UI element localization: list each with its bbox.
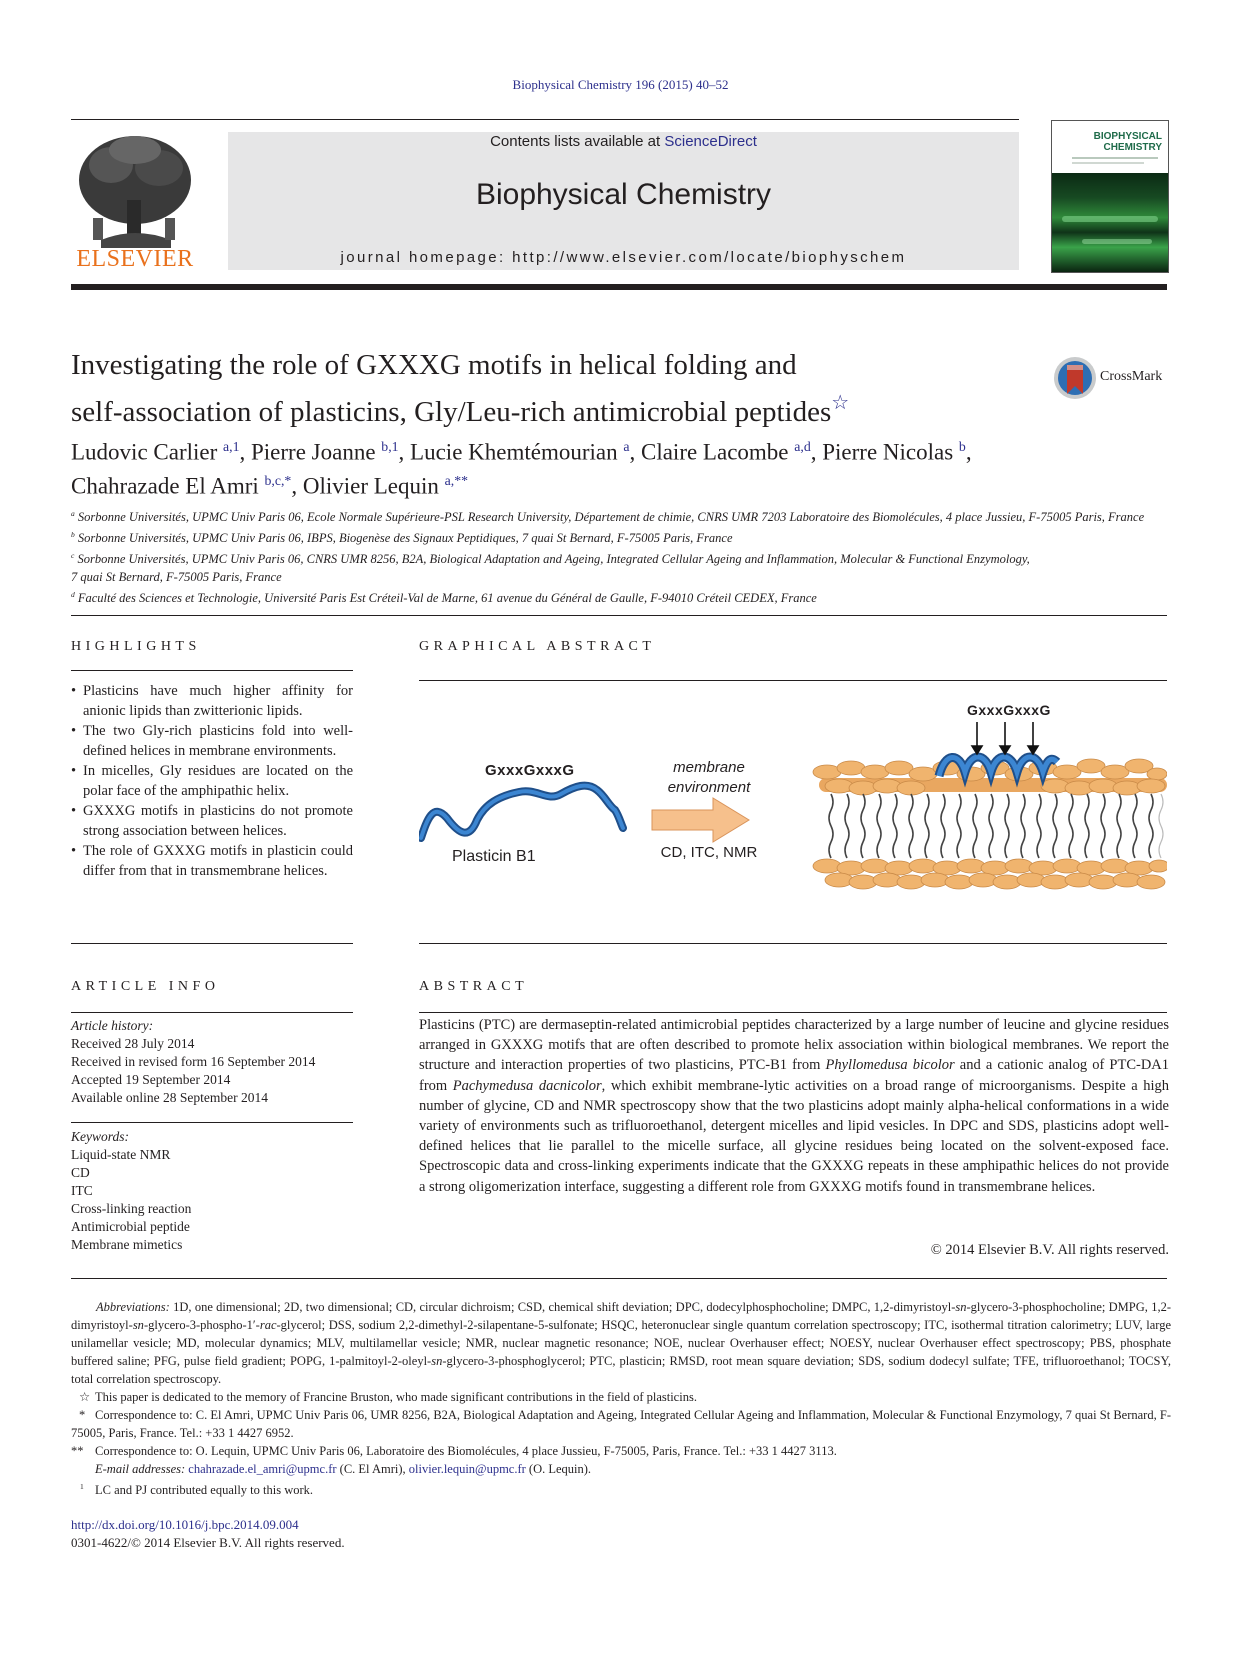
graphical-abstract-heading: GRAPHICAL ABSTRACT	[419, 639, 656, 654]
correspondence-note-2: ** Correspondence to: O. Lequin, UPMC Univ Paris 06, Laboratoire des Biomolécules, 4 place Jussieu, F-75005, Paris, France. Tel.: +33 1 4427 3113.	[71, 1444, 837, 1458]
dedication-note: ☆ This paper is dedicated to the memory of Francine Bruston, who made significant contributions in the field of plasticins.	[79, 1390, 697, 1404]
affiliation-item: $^a$ Sorbonne Universités, UPMC Univ Paris 06, Ecole Normale Supérieure-PSL Research University, Département de chimie, CNRS UMR 7203 Laboratoire des Biomolécules, 4 place Jussieu, F-75005 Paris, France	[71, 509, 1145, 525]
article-info-heading: ARTICLE INFO	[71, 979, 220, 994]
sciencedirect-link[interactable]: ScienceDirect	[664, 133, 757, 150]
history-label: Article history:	[71, 1018, 154, 1033]
highlight-item: • GXXXG motifs in plasticins do not promote strong association between helices.	[71, 801, 353, 841]
journal-title: Biophysical Chemistry	[475, 178, 772, 211]
crossmark-icon	[1053, 356, 1097, 400]
keyword-item: Membrane mimetics	[71, 1237, 183, 1252]
graphical-abstract-art	[419, 690, 1167, 940]
author-name[interactable]: Pierre Nicolas	[822, 439, 954, 465]
affiliation-list	[71, 505, 1171, 608]
keyword-item: Antimicrobial peptide	[71, 1219, 190, 1234]
footnotes	[71, 1298, 1171, 1499]
email-link[interactable]: chahrazade.el_amri@upmc.fr	[188, 1462, 337, 1476]
section-rule	[71, 615, 1167, 616]
highlights-rule	[71, 670, 353, 671]
history-item: Accepted 19 September 2014	[71, 1072, 231, 1087]
species-name: Phyllomedusa bicolor	[825, 1057, 955, 1074]
highlight-item: • In micelles, Gly residues are located on the polar face of the amphipathic helix.	[71, 761, 353, 801]
correspondence-note-1: * Correspondence to: C. El Amri, UPMC Univ Paris 06, UMR 8256, B2A, Biological Adaptation and Ageing, Integrated Cellular Ageing and Inflammation, Molecular & Functional Enzymology, 7 quai St Bernard, F-75005, Paris, France. Tel.: +33 1 4427 6952.	[71, 1408, 1171, 1440]
abstract-rule	[419, 1012, 1167, 1013]
keywords-list	[71, 1128, 353, 1254]
journal-reference[interactable]: Biophysical Chemistry 196 (2015) 40–52	[512, 77, 729, 92]
keyword-item: CD	[71, 1165, 90, 1180]
graphical-abstract-bottom-rule	[419, 943, 1167, 944]
contents-line: Contents lists available at ScienceDirect	[490, 133, 757, 150]
history-item: Received in revised form 16 September 2014	[71, 1054, 316, 1069]
article-history	[71, 1017, 353, 1107]
highlight-item: • The two Gly-rich plasticins fold into well-defined helices in membrane environments.	[71, 721, 353, 761]
crossmark-badge[interactable]	[1053, 356, 1173, 400]
title-line-2: self-association of plasticins, Gly/Leu-rich antimicrobial peptides	[71, 396, 832, 428]
author-name[interactable]: Olivier Lequin	[302, 473, 439, 499]
membrane-motif-label: GxxxGxxxG	[967, 702, 1051, 718]
keyword-item: Cross-linking reaction	[71, 1201, 192, 1216]
affiliation-item: $^d$ Faculté des Sciences et Technologie, Université Paris Est Créteil-Val de Marne, 61 avenue du Général de Gaulle, F-94010 Créteil CEDEX, France	[71, 590, 817, 606]
keywords-label: Keywords:	[71, 1129, 129, 1144]
author-name[interactable]: Ludovic Carlier	[71, 439, 218, 465]
header-rule	[71, 119, 1019, 120]
author-affil-mark[interactable]: b	[958, 439, 966, 454]
highlights-bottom-rule	[71, 943, 353, 944]
publisher-name: ELSEVIER	[76, 246, 194, 272]
homepage-link[interactable]: http://www.elsevier.com/locate/biophyschem	[512, 249, 907, 266]
author-affil-mark[interactable]: a	[623, 439, 630, 454]
equal-contribution-note: $^1$ LC and PJ contributed equally to this work.	[80, 1482, 314, 1498]
history-item: Available online 28 September 2014	[71, 1090, 268, 1105]
article-title	[71, 346, 971, 431]
author-name[interactable]: Lucie Khemtémourian	[410, 439, 618, 465]
elsevier-logo[interactable]	[71, 130, 199, 275]
author-affil-mark[interactable]: a,1	[223, 439, 240, 454]
issn-line: 0301-4622/© 2014 Elsevier B.V. All rights reserved.	[71, 1535, 345, 1550]
crossmark-label: CrossMark	[1100, 369, 1163, 384]
title-line-1: Investigating the role of GXXXG motifs in helical folding and	[71, 349, 797, 381]
journal-cover[interactable]	[1051, 120, 1169, 273]
author-name[interactable]: Chahrazade El Amri	[71, 473, 259, 499]
keyword-item: ITC	[71, 1183, 93, 1198]
affiliation-item: $^b$ Sorbonne Universités, UPMC Univ Paris 06, IBPS, Biogenèse des Signaux Peptidiques, 7 quai St Bernard, F-75005 Paris, France	[71, 530, 733, 546]
arrow-label: membrane environment	[667, 759, 751, 796]
cover-title-line2: CHEMISTRY	[1103, 142, 1162, 153]
highlights-heading: HIGHLIGHTS	[71, 639, 201, 654]
author-affil-mark[interactable]: b,c,*	[264, 472, 292, 488]
graphical-abstract-rule	[419, 680, 1167, 681]
graphical-abstract-figure	[419, 690, 1167, 940]
methods-label: CD, ITC, NMR	[660, 844, 758, 861]
peptide-motif-label: GxxxGxxxG	[485, 762, 575, 779]
keywords-rule	[71, 1122, 353, 1123]
doi-link[interactable]: http://dx.doi.org/10.1016/j.bpc.2014.09.004	[71, 1517, 299, 1532]
article-info-rule	[71, 1012, 353, 1013]
author-affil-mark[interactable]: a,**	[444, 472, 469, 488]
abbreviations-note: Abbreviations: 1D, one dimensional; 2D, two dimensional; CD, circular dichroism; CSD, chemical shift deviation; DPC, dodecylphosphocholine; DMPC, 1,2-dimyristoyl-sn-glycero-3-phosphocholine; DMPG, 1,2-dimyristoyl-sn-glycero-3-phospho-1′-rac-glycerol; DSS, sodium 2,2-dimethyl-2-silapentane-5-sulfonate; HSQC, heteronuclear single quantum correlation spectroscopy; ITC, isothermal titration calorimetry; LUV, large unilamellar vesicle; MD, molecular dynamics; MLV, multilamellar vesicle; NMR, nuclear magnetic resonance; NOE, nuclear Overhauser effect; NOESY, nuclear Overhauser effect spectroscopy; PBS, phosphate buffered saline; PFG, pulse field gradient; POPG, 1-palmitoyl-2-oleyl-sn-glycero-3-phosphoglycerol; PTC, plasticin; RMSD, root mean square deviation; SDS, sodium dodecyl sulfate; TFE, trifluoroethanol; TOCSY, total correlation spectroscopy.	[71, 1300, 1171, 1386]
peptide-label: Plasticin B1	[452, 848, 536, 865]
author-name[interactable]: Pierre Joanne	[251, 439, 376, 465]
author-affil-mark[interactable]: b,1	[381, 439, 399, 454]
header-thick-rule	[71, 284, 1167, 290]
abstract-body: Plasticins (PTC) are dermaseptin-related antimicrobial peptides characterized by a large number of leucine and glycine residues arranged in GXXXG motifs that are often described to promote helix association within biological membranes. We report the structure and interaction properties of two plasticins, PTC-B1 from Phyllomedusa bicolor and a cationic analog of PTC-DA1 from Pachymedusa dacnicolor, which exhibit membrane-lytic activities on a broad range of microorganisms. Despite a high number of glycine, CD and NMR spectroscopy show that the two plasticins adopt mainly alpha-helical conformations in a wide variety of environments such as trifluoroethanol, detergent micelles and lipid vesicles. In DPC and SDS, plasticins adopt well-defined helices that lie parallel to the micelle surface, all glycine residues being located on the solvent-exposed face. Spectroscopic data and cross-linking experiments indicate that the GXXXG repeats in these amphipathic helices do not provide a strong oligomerization interface, suggesting a different role from GXXXG motifs found in transmembrane helices.	[419, 1017, 1170, 1195]
author-name[interactable]: Claire Lacombe	[640, 439, 789, 465]
keyword-item: Liquid-state NMR	[71, 1147, 171, 1162]
email-link[interactable]: olivier.lequin@upmc.fr	[408, 1462, 526, 1476]
email-note: E-mail addresses: chahrazade.el_amri@upmc.fr (C. El Amri), olivier.lequin@upmc.fr (O. Lequin).	[95, 1462, 592, 1476]
abstract-heading: ABSTRACT	[419, 979, 529, 994]
journal-homepage: journal homepage: http://www.elsevier.com/locate/biophyschem	[340, 249, 907, 266]
title-star-note[interactable]: ☆	[831, 392, 850, 414]
affiliation-item: 7 quai St Bernard, F-75005 Paris, France	[71, 570, 282, 585]
highlight-item: • The role of GXXXG motifs in plasticin could differ from that in transmembrane helices.	[71, 841, 353, 881]
affiliation-item: $^c$ Sorbonne Universités, UPMC Univ Paris 06, CNRS UMR 8256, B2A, Biological Adaptation and Ageing, Integrated Cellular Ageing and Inflammation, Molecular & Functional Enzymology,	[71, 551, 1030, 567]
species-name: Pachymedusa dacnicolor	[452, 1077, 602, 1094]
author-list: Ludovic Carlier $^{a,1}$, Pierre Joanne $^{b,1}$, Lucie Khemtémourian $^a$, Claire Lacombe $^{a,d}$, Pierre Nicolas $^b$, Chahrazade El Amri $^{b,c,*}$, Olivier Lequin $^{a,**}$	[71, 439, 972, 499]
cover-title-line1: BIOPHYSICAL	[1093, 131, 1162, 142]
abstract-copyright: © 2014 Elsevier B.V. All rights reserved.	[930, 1242, 1169, 1258]
highlights-list	[71, 681, 353, 881]
footnote-rule	[71, 1278, 1167, 1279]
author-affil-mark[interactable]: a,d	[794, 439, 811, 454]
highlight-item: • Plasticins have much higher affinity for anionic lipids than zwitterionic lipids.	[71, 681, 353, 721]
history-item: Received 28 July 2014	[71, 1036, 195, 1051]
